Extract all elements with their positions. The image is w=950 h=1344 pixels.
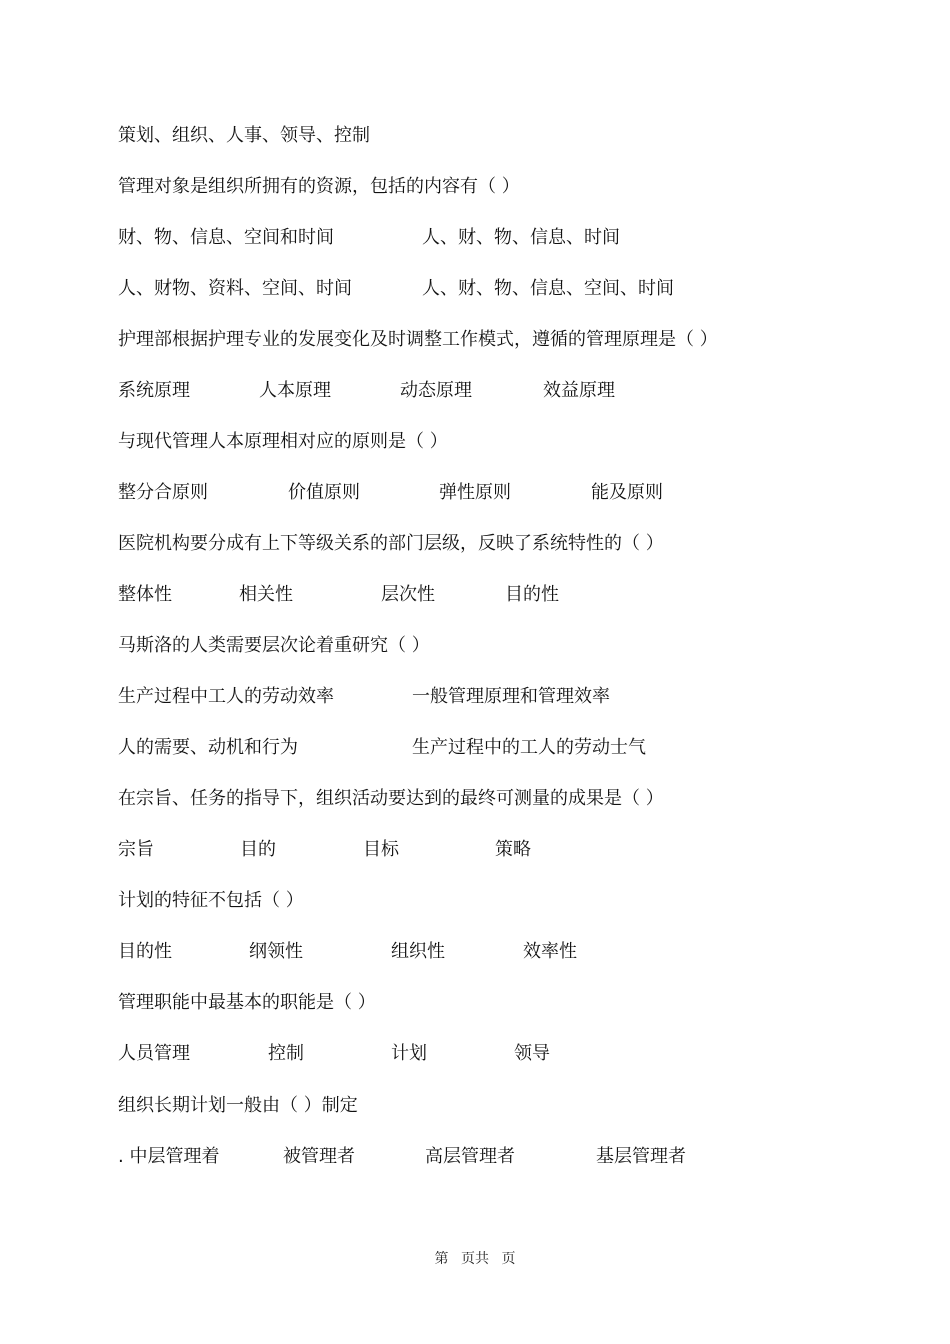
option-item: 人的需要、动机和行为 xyxy=(118,737,298,758)
question-text: 在宗旨、任务的指导下，组织活动要达到的最终可测量的成果是（ ） xyxy=(118,788,664,809)
question-5 xyxy=(118,634,430,658)
question-2 xyxy=(118,328,718,352)
option-item: 纲领性 xyxy=(249,941,303,962)
option-item: 组织性 xyxy=(391,941,445,962)
option-item: 价值原则 xyxy=(288,482,360,503)
question-3 xyxy=(118,430,448,454)
question-text: 管理对象是组织所拥有的资源，包括的内容有（ ） xyxy=(118,176,520,197)
option-item: 目标 xyxy=(363,839,399,860)
option-item: . 中层管理着 xyxy=(118,1146,220,1167)
option-item: 宗旨 xyxy=(118,839,154,860)
option-item: 整分合原则 xyxy=(118,482,208,503)
option-item: 目的性 xyxy=(505,584,559,605)
option-item: 被管理者 xyxy=(283,1146,355,1167)
question-8 xyxy=(118,991,376,1015)
option-item: 目的性 xyxy=(118,941,172,962)
question-text: 与现代管理人本原理相对应的原则是（ ） xyxy=(118,431,448,452)
footer-prefix: 第 xyxy=(434,1251,449,1267)
footer-middle: 页共 xyxy=(461,1251,489,1267)
option-item: 基层管理者 xyxy=(596,1146,686,1167)
option-item: 一般管理原理和管理效率 xyxy=(412,686,610,707)
option-item: 控制 xyxy=(268,1043,304,1064)
option-item: 财、物、信息、空间和时间 xyxy=(118,227,334,248)
question-4 xyxy=(118,532,664,556)
question-9 xyxy=(118,1094,358,1118)
question-text: 医院机构要分成有上下等级关系的部门层级，反映了系统特性的（ ） xyxy=(118,533,664,554)
option-item: 弹性原则 xyxy=(439,482,511,503)
question-7 xyxy=(118,889,304,913)
option-item: 人员管理 xyxy=(118,1043,190,1064)
question-text: 管理职能中最基本的职能是（ ） xyxy=(118,992,376,1013)
option-item: 生产过程中的工人的劳动士气 xyxy=(412,737,646,758)
option-item: 目的 xyxy=(240,839,276,860)
option-item: 相关性 xyxy=(239,584,293,605)
option-item: 生产过程中工人的劳动效率 xyxy=(118,686,334,707)
question-text: 马斯洛的人类需要层次论着重研究（ ） xyxy=(118,635,430,656)
option-item: 系统原理 xyxy=(118,380,190,401)
question-1 xyxy=(118,175,520,199)
option-item: 人、财、物、信息、空间、时间 xyxy=(422,278,674,299)
option-item: 策略 xyxy=(495,839,531,860)
option-item: 动态原理 xyxy=(400,380,472,401)
footer-suffix: 页 xyxy=(501,1251,516,1267)
question-6 xyxy=(118,787,664,811)
option-item: 整体性 xyxy=(118,584,172,605)
option-item: 领导 xyxy=(514,1043,550,1064)
option-item: 层次性 xyxy=(381,584,435,605)
question-text: 计划的特征不包括（ ） xyxy=(118,890,304,911)
option-item: 人、财、物、信息、时间 xyxy=(422,227,620,248)
option-item: 计划 xyxy=(391,1043,427,1064)
line-1 xyxy=(118,124,370,148)
question-text: 护理部根据护理专业的发展变化及时调整工作模式，遵循的管理原理是（ ） xyxy=(118,329,718,350)
option-item: 效率性 xyxy=(523,941,577,962)
question-text: 组织长期计划一般由（ ）制定 xyxy=(118,1095,358,1116)
option-item: 人本原理 xyxy=(259,380,331,401)
line-text: 策划、组织、人事、领导、控制 xyxy=(118,125,370,146)
option-item: 效益原理 xyxy=(543,380,615,401)
option-item: 能及原则 xyxy=(591,482,663,503)
option-item: 人、财物、资料、空间、时间 xyxy=(118,278,352,299)
option-item: 高层管理者 xyxy=(425,1146,515,1167)
page-footer xyxy=(0,1248,950,1268)
